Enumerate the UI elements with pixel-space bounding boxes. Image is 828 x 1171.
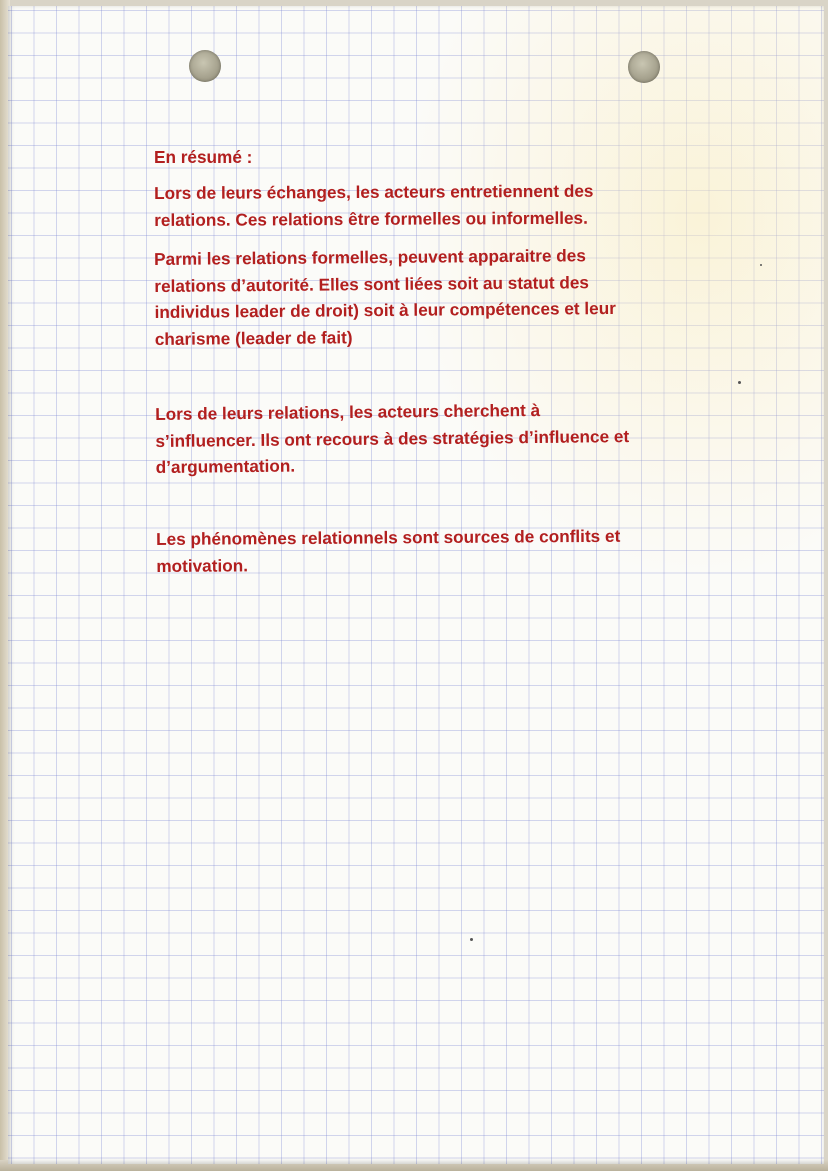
paragraph-influence: Lors de leurs relations, les acteurs cherchent à s’influencer. Ils ont recours à des stratégies d’influence et d’argumentation.: [155, 399, 630, 477]
punch-hole-left: [189, 50, 221, 82]
grid-paper-sheet: [8, 6, 824, 1164]
paper-speck: [760, 264, 762, 266]
paragraph-relations: Lors de leurs échanges, les acteurs entretiennent des relations. Ces relations être formelles ou informelles.: [154, 180, 594, 230]
paragraph-phenomena: Les phénomènes relationnels sont sources de conflits et motivation.: [156, 525, 621, 576]
summary-heading: En résumé :: [154, 147, 253, 167]
paper-speck: [738, 381, 741, 384]
paper-speck: [470, 938, 473, 941]
paragraph-authority: Parmi les relations formelles, peuvent apparaitre des relations d’autorité. Elles sont liées soit au statut des individus leader de droit) soit à leur compétences et leur charisme (leader de fait): [154, 245, 616, 349]
punch-hole-right: [628, 51, 660, 83]
